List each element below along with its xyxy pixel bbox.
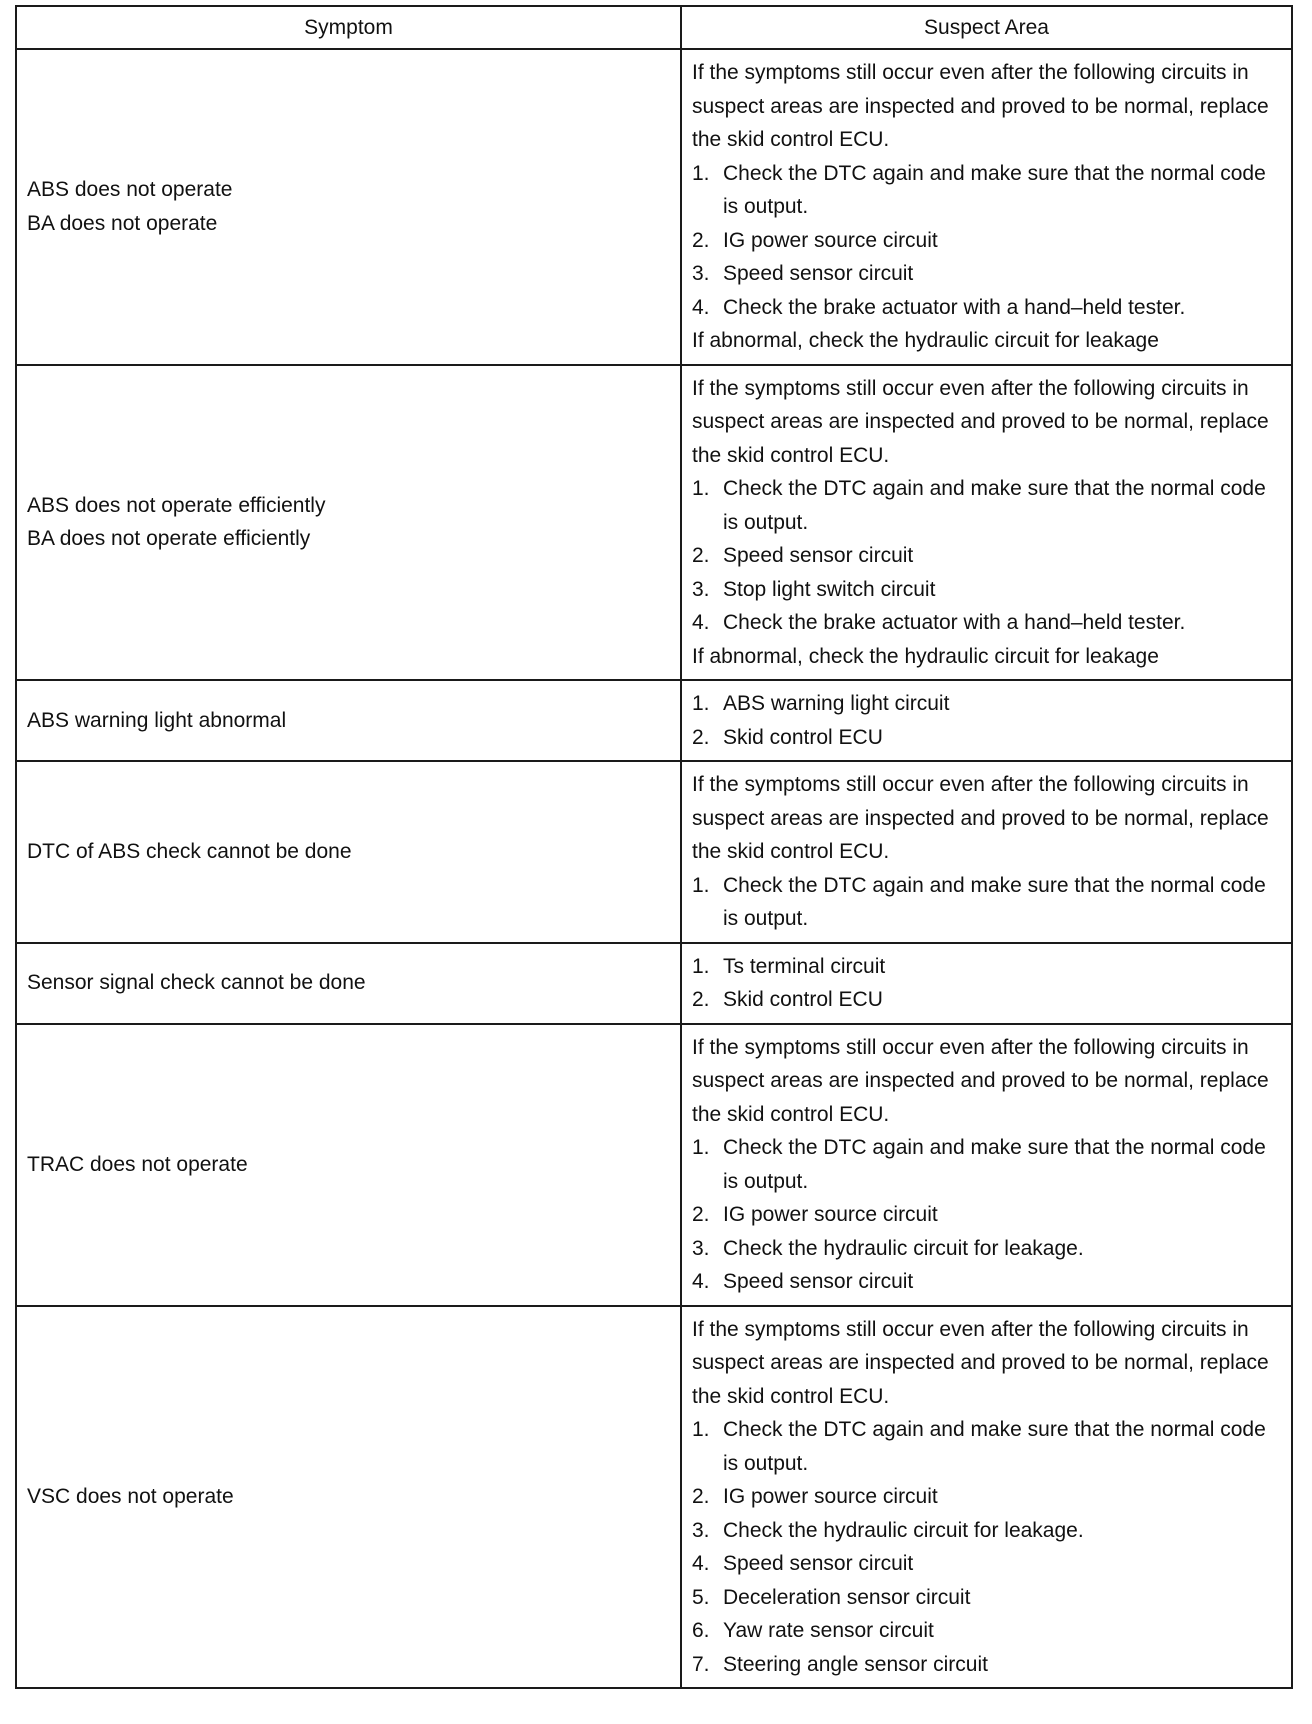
symptom-text: Sensor signal check cannot be done <box>27 971 366 995</box>
table-row <box>16 761 1292 943</box>
list-text: Speed sensor circuit <box>723 262 914 285</box>
list-text: Skid control ECU <box>723 988 883 1011</box>
list-text: Ts terminal circuit <box>723 954 886 978</box>
symptom-text: DTC of ABS check cannot be done <box>27 840 352 863</box>
list-number: 4. <box>692 611 710 634</box>
list-text: Skid control ECU <box>723 725 883 749</box>
suspect-list-item <box>692 1547 1281 1581</box>
symptom-text: ABS does not operate <box>27 178 233 202</box>
suspect-list-item <box>692 1514 1281 1548</box>
suspect-intro: If the symptoms still occur even after the following circuits in suspect areas are inspected and proved to be normal, replace the skid control ECU. <box>692 1317 1269 1408</box>
list-number: 1. <box>692 1418 710 1441</box>
list-number: 2. <box>692 725 710 749</box>
suspect-intro: If the symptoms still occur even after the following circuits in suspect areas are inspected and proved to be normal, replace the skid control ECU. <box>692 1035 1269 1126</box>
suspect-intro: If the symptoms still occur even after the following circuits in suspect areas are inspected and proved to be normal, replace the skid control ECU. <box>692 61 1269 151</box>
table-body <box>16 49 1292 1688</box>
symptom-cell <box>16 680 681 761</box>
symptom-text: TRAC does not operate <box>27 1152 248 1176</box>
table-row <box>16 365 1292 681</box>
list-number: 2. <box>692 1203 710 1226</box>
list-number: 5. <box>692 1585 710 1609</box>
list-text: IG power source circuit <box>723 228 938 252</box>
list-text: Speed sensor circuit <box>723 1552 914 1575</box>
header-suspect-area: Suspect Area <box>681 6 1292 49</box>
list-number: 4. <box>692 295 710 319</box>
list-number: 2. <box>692 1485 710 1508</box>
list-number: 1. <box>692 873 710 897</box>
header-symptom: Symptom <box>16 6 681 49</box>
symptom-cell <box>16 761 681 943</box>
suspect-list-item <box>692 950 1281 984</box>
symptom-cell <box>16 1024 681 1306</box>
symptom-text: BA does not operate efficiently <box>27 527 311 551</box>
suspect-outro: If abnormal, check the hydraulic circuit for leakage <box>692 329 1159 352</box>
suspect-list-item <box>692 1614 1281 1648</box>
symptom-text: VSC does not operate <box>27 1485 234 1508</box>
list-number: 4. <box>692 1270 710 1293</box>
list-text: Check the DTC again and make sure that the normal code is output. <box>723 1418 1266 1475</box>
suspect-list-item <box>692 539 1281 573</box>
list-text: Speed sensor circuit <box>723 1270 914 1293</box>
symptom-table <box>15 5 1293 1689</box>
list-text: Check the DTC again and make sure that the normal code is output. <box>723 161 1266 218</box>
symptom-cell <box>16 1306 681 1689</box>
suspect-list-item <box>692 257 1281 291</box>
list-text: Steering angle sensor circuit <box>723 1652 988 1676</box>
table-row <box>16 1306 1292 1689</box>
list-number: 1. <box>692 1136 710 1159</box>
suspect-list-item <box>692 1480 1281 1514</box>
list-text: Check the DTC again and make sure that the normal code is output. <box>723 873 1266 930</box>
suspect-list-item <box>692 472 1281 539</box>
suspect-list-item <box>692 1131 1281 1198</box>
list-number: 3. <box>692 1236 710 1260</box>
table-row <box>16 49 1292 365</box>
list-text: Deceleration sensor circuit <box>723 1585 971 1609</box>
suspect-area-cell <box>681 761 1292 943</box>
suspect-list-item <box>692 869 1281 936</box>
list-number: 2. <box>692 988 710 1011</box>
suspect-list-item <box>692 983 1281 1017</box>
suspect-area-cell <box>681 365 1292 681</box>
suspect-list-item <box>692 1581 1281 1615</box>
suspect-list-item <box>692 291 1281 325</box>
suspect-list-item <box>692 573 1281 607</box>
symptom-text: BA does not operate <box>27 211 218 235</box>
suspect-area-cell <box>681 943 1292 1024</box>
list-text: Check the hydraulic circuit for leakage. <box>723 1518 1084 1542</box>
list-text: Check the DTC again and make sure that the normal code is output. <box>723 477 1266 534</box>
list-number: 3. <box>692 1518 710 1542</box>
suspect-list-item <box>692 224 1281 258</box>
suspect-list-item <box>692 687 1281 721</box>
list-text: Yaw rate sensor circuit <box>723 1619 934 1642</box>
symptom-cell <box>16 365 681 681</box>
list-text: Check the DTC again and make sure that the normal code is output. <box>723 1136 1266 1193</box>
list-number: 1. <box>692 477 710 500</box>
suspect-list-item <box>692 1265 1281 1299</box>
list-number: 2. <box>692 544 710 567</box>
suspect-area-cell <box>681 680 1292 761</box>
list-text: ABS warning light circuit <box>723 692 950 715</box>
suspect-intro: If the symptoms still occur even after the following circuits in suspect areas are inspected and proved to be normal, replace the skid control ECU. <box>692 773 1269 863</box>
list-text: Stop light switch circuit <box>723 577 936 601</box>
suspect-list-item <box>692 1198 1281 1232</box>
list-text: IG power source circuit <box>723 1203 938 1226</box>
list-text: Check the hydraulic circuit for leakage. <box>723 1236 1084 1260</box>
list-number: 2. <box>692 228 710 252</box>
list-text: IG power source circuit <box>723 1485 938 1508</box>
list-number: 1. <box>692 161 710 185</box>
suspect-outro: If abnormal, check the hydraulic circuit for leakage <box>692 644 1159 668</box>
suspect-list-item <box>692 1413 1281 1480</box>
list-text: Check the brake actuator with a hand–held tester. <box>723 295 1186 319</box>
table-row <box>16 943 1292 1024</box>
list-number: 1. <box>692 954 710 978</box>
suspect-list-item <box>692 1232 1281 1266</box>
suspect-list-item <box>692 1648 1281 1682</box>
header-row <box>16 6 1292 49</box>
suspect-area-cell <box>681 1306 1292 1689</box>
suspect-intro: If the symptoms still occur even after the following circuits in suspect areas are inspected and proved to be normal, replace the skid control ECU. <box>692 376 1269 467</box>
suspect-list-item <box>692 606 1281 640</box>
symptom-text: ABS warning light abnormal <box>27 708 287 732</box>
list-number: 7. <box>692 1652 710 1676</box>
list-number: 4. <box>692 1552 710 1575</box>
list-number: 6. <box>692 1619 710 1642</box>
symptom-cell <box>16 943 681 1024</box>
table-row <box>16 680 1292 761</box>
suspect-area-cell <box>681 49 1292 365</box>
list-number: 3. <box>692 577 710 601</box>
suspect-list-item <box>692 157 1281 224</box>
suspect-area-cell <box>681 1024 1292 1306</box>
suspect-list-item <box>692 721 1281 755</box>
list-number: 1. <box>692 692 710 715</box>
list-text: Check the brake actuator with a hand–held tester. <box>723 611 1186 634</box>
symptom-text: ABS does not operate efficiently <box>27 493 326 517</box>
list-text: Speed sensor circuit <box>723 544 914 567</box>
list-number: 3. <box>692 262 710 285</box>
table-row <box>16 1024 1292 1306</box>
symptom-cell <box>16 49 681 365</box>
